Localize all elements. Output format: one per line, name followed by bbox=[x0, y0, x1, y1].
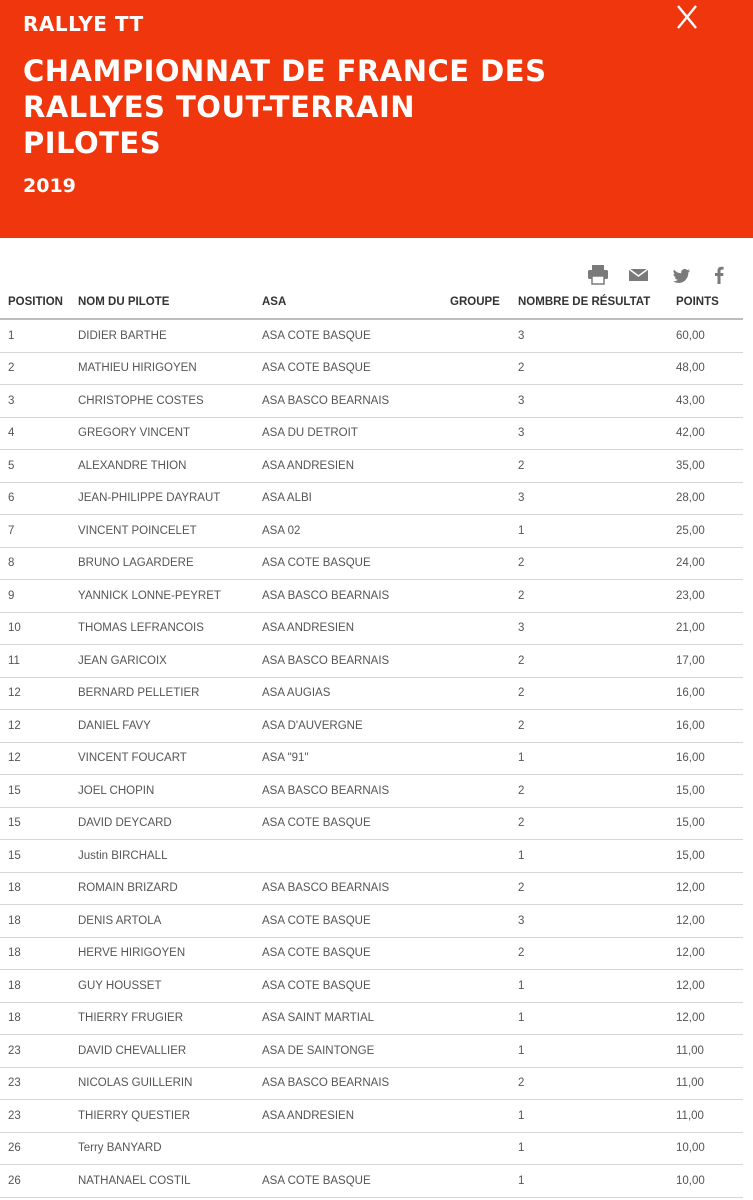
cell-result-count: 2 bbox=[518, 872, 676, 905]
cell-driver-name: BRUNO LAGARDERE bbox=[78, 547, 262, 580]
cell-position: 23 bbox=[0, 1067, 78, 1100]
cell-points: 28,00 bbox=[676, 482, 743, 515]
season-year: 2019 bbox=[23, 175, 76, 197]
cell-position: 15 bbox=[0, 807, 78, 840]
cell-asa: ASA COTE BASQUE bbox=[262, 807, 450, 840]
cell-group bbox=[450, 515, 518, 548]
cell-asa: ASA DE SAINTONGE bbox=[262, 1035, 450, 1068]
cell-driver-name: BERNARD PELLETIER bbox=[78, 677, 262, 710]
cell-asa: ASA COTE BASQUE bbox=[262, 547, 450, 580]
facebook-share-button[interactable] bbox=[706, 262, 732, 288]
cell-position: 15 bbox=[0, 775, 78, 808]
cell-asa: ASA BASCO BEARNAIS bbox=[262, 385, 450, 418]
cell-driver-name: JEAN GARICOIX bbox=[78, 645, 262, 678]
cell-group bbox=[450, 547, 518, 580]
cell-points: 35,00 bbox=[676, 450, 743, 483]
cell-result-count: 2 bbox=[518, 450, 676, 483]
cell-points: 16,00 bbox=[676, 710, 743, 743]
table-row bbox=[0, 319, 743, 352]
table-row bbox=[0, 645, 743, 678]
cell-group bbox=[450, 937, 518, 970]
cell-driver-name: HERVE HIRIGOYEN bbox=[78, 937, 262, 970]
cell-driver-name: YANNICK LONNE-PEYRET bbox=[78, 580, 262, 613]
cell-points: 10,00 bbox=[676, 1132, 743, 1165]
cell-asa bbox=[262, 1132, 450, 1165]
cell-position: 7 bbox=[0, 515, 78, 548]
cell-group bbox=[450, 840, 518, 873]
cell-group bbox=[450, 775, 518, 808]
cell-position: 15 bbox=[0, 840, 78, 873]
cell-result-count: 1 bbox=[518, 840, 676, 873]
cell-result-count: 2 bbox=[518, 1067, 676, 1100]
cell-result-count: 2 bbox=[518, 580, 676, 613]
cell-result-count: 3 bbox=[518, 612, 676, 645]
cell-position: 6 bbox=[0, 482, 78, 515]
table-row bbox=[0, 905, 743, 938]
table-row bbox=[0, 1067, 743, 1100]
cell-group bbox=[450, 612, 518, 645]
table-row bbox=[0, 1165, 743, 1198]
cell-result-count: 2 bbox=[518, 645, 676, 678]
table-row bbox=[0, 1100, 743, 1133]
cell-position: 12 bbox=[0, 742, 78, 775]
cell-points: 24,00 bbox=[676, 547, 743, 580]
table-row bbox=[0, 807, 743, 840]
cell-driver-name: ALEXANDRE THION bbox=[78, 450, 262, 483]
cell-points: 25,00 bbox=[676, 515, 743, 548]
cell-group bbox=[450, 352, 518, 385]
table-row bbox=[0, 710, 743, 743]
cell-group bbox=[450, 580, 518, 613]
cell-result-count: 3 bbox=[518, 905, 676, 938]
cell-group bbox=[450, 1165, 518, 1198]
cell-points: 16,00 bbox=[676, 742, 743, 775]
col-header-points[interactable]: POINTS bbox=[676, 286, 743, 319]
cell-group bbox=[450, 742, 518, 775]
cell-position: 11 bbox=[0, 645, 78, 678]
cell-asa: ASA BASCO BEARNAIS bbox=[262, 872, 450, 905]
cell-group bbox=[450, 872, 518, 905]
page-title: CHAMPIONNAT DE FRANCE DES RALLYES TOUT-TERRAIN PILOTES bbox=[23, 54, 547, 160]
cell-driver-name: JEAN-PHILIPPE DAYRAUT bbox=[78, 482, 262, 515]
cell-position: 26 bbox=[0, 1165, 78, 1198]
col-header-group[interactable]: GROUPE bbox=[450, 286, 518, 319]
table-row bbox=[0, 580, 743, 613]
cell-group bbox=[450, 905, 518, 938]
twitter-icon bbox=[668, 262, 694, 288]
print-button[interactable] bbox=[585, 262, 611, 288]
cell-points: 12,00 bbox=[676, 937, 743, 970]
table-row bbox=[0, 937, 743, 970]
cell-asa: ASA SAINT MARTIAL bbox=[262, 1002, 450, 1035]
table-row bbox=[0, 872, 743, 905]
email-button[interactable] bbox=[626, 262, 652, 288]
table-row bbox=[0, 612, 743, 645]
cell-driver-name: THIERRY FRUGIER bbox=[78, 1002, 262, 1035]
cell-position: 1 bbox=[0, 319, 78, 352]
cell-result-count: 1 bbox=[518, 742, 676, 775]
cell-result-count: 1 bbox=[518, 1165, 676, 1198]
table-row bbox=[0, 970, 743, 1003]
cell-group bbox=[450, 1067, 518, 1100]
cell-result-count: 2 bbox=[518, 937, 676, 970]
cell-result-count: 2 bbox=[518, 547, 676, 580]
cell-group bbox=[450, 1002, 518, 1035]
cell-driver-name: NICOLAS GUILLERIN bbox=[78, 1067, 262, 1100]
cell-result-count: 1 bbox=[518, 970, 676, 1003]
cell-group bbox=[450, 677, 518, 710]
cell-position: 5 bbox=[0, 450, 78, 483]
cell-group bbox=[450, 417, 518, 450]
table-row bbox=[0, 775, 743, 808]
cell-asa: ASA COTE BASQUE bbox=[262, 937, 450, 970]
cell-driver-name: ROMAIN BRIZARD bbox=[78, 872, 262, 905]
cell-driver-name: DAVID CHEVALLIER bbox=[78, 1035, 262, 1068]
print-icon bbox=[585, 262, 611, 288]
cell-asa: ASA ALBI bbox=[262, 482, 450, 515]
table-row bbox=[0, 482, 743, 515]
table-row bbox=[0, 1035, 743, 1068]
cell-result-count: 3 bbox=[518, 482, 676, 515]
cell-asa: ASA BASCO BEARNAIS bbox=[262, 580, 450, 613]
cell-group bbox=[450, 319, 518, 352]
cell-result-count: 1 bbox=[518, 1100, 676, 1133]
cell-position: 18 bbox=[0, 905, 78, 938]
cell-points: 15,00 bbox=[676, 775, 743, 808]
table-row bbox=[0, 450, 743, 483]
table-row bbox=[0, 417, 743, 450]
cell-points: 11,00 bbox=[676, 1100, 743, 1133]
cell-driver-name: MATHIEU HIRIGOYEN bbox=[78, 352, 262, 385]
cell-position: 4 bbox=[0, 417, 78, 450]
table-row bbox=[0, 385, 743, 418]
table-row bbox=[0, 352, 743, 385]
cell-position: 18 bbox=[0, 872, 78, 905]
cell-points: 21,00 bbox=[676, 612, 743, 645]
cell-driver-name: VINCENT FOUCART bbox=[78, 742, 262, 775]
cell-asa: ASA COTE BASQUE bbox=[262, 970, 450, 1003]
cell-position: 23 bbox=[0, 1035, 78, 1068]
cell-group bbox=[450, 807, 518, 840]
cell-points: 48,00 bbox=[676, 352, 743, 385]
cell-asa: ASA "91" bbox=[262, 742, 450, 775]
cell-group bbox=[450, 450, 518, 483]
cell-asa: ASA COTE BASQUE bbox=[262, 352, 450, 385]
table-row bbox=[0, 840, 743, 873]
table-row bbox=[0, 677, 743, 710]
cell-group bbox=[450, 482, 518, 515]
cell-position: 18 bbox=[0, 937, 78, 970]
cell-group bbox=[450, 385, 518, 418]
cell-result-count: 3 bbox=[518, 319, 676, 352]
cell-result-count: 2 bbox=[518, 710, 676, 743]
cell-driver-name: CHRISTOPHE COSTES bbox=[78, 385, 262, 418]
cell-asa: ASA ANDRESIEN bbox=[262, 1100, 450, 1133]
cell-points: 15,00 bbox=[676, 807, 743, 840]
table-row bbox=[0, 1002, 743, 1035]
facebook-icon bbox=[706, 262, 732, 288]
cell-position: 10 bbox=[0, 612, 78, 645]
cell-result-count: 2 bbox=[518, 352, 676, 385]
cell-position: 23 bbox=[0, 1100, 78, 1133]
cell-driver-name: DIDIER BARTHE bbox=[78, 319, 262, 352]
section-kicker: RALLYE TT bbox=[23, 12, 144, 36]
cell-asa: ASA D'AUVERGNE bbox=[262, 710, 450, 743]
cell-points: 17,00 bbox=[676, 645, 743, 678]
cell-asa: ASA AUGIAS bbox=[262, 677, 450, 710]
cell-position: 2 bbox=[0, 352, 78, 385]
col-header-driver-name[interactable]: NOM DU PILOTE bbox=[78, 286, 262, 319]
cell-driver-name: NATHANAEL COSTIL bbox=[78, 1165, 262, 1198]
cell-result-count: 3 bbox=[518, 385, 676, 418]
mail-icon bbox=[626, 262, 652, 288]
cell-driver-name: DENIS ARTOLA bbox=[78, 905, 262, 938]
cell-points: 12,00 bbox=[676, 970, 743, 1003]
cell-driver-name: GREGORY VINCENT bbox=[78, 417, 262, 450]
cell-result-count: 1 bbox=[518, 1035, 676, 1068]
cell-group bbox=[450, 645, 518, 678]
cell-position: 8 bbox=[0, 547, 78, 580]
cell-points: 15,00 bbox=[676, 840, 743, 873]
twitter-share-button[interactable] bbox=[668, 262, 694, 288]
cell-points: 42,00 bbox=[676, 417, 743, 450]
cell-position: 9 bbox=[0, 580, 78, 613]
cell-driver-name: THIERRY QUESTIER bbox=[78, 1100, 262, 1133]
cell-points: 11,00 bbox=[676, 1035, 743, 1068]
cell-asa: ASA 02 bbox=[262, 515, 450, 548]
table-row bbox=[0, 547, 743, 580]
cell-asa: ASA BASCO BEARNAIS bbox=[262, 645, 450, 678]
share-toolbar bbox=[580, 262, 730, 288]
cell-group bbox=[450, 1132, 518, 1165]
col-header-result-count[interactable]: NOMBRE DE RÉSULTAT bbox=[518, 286, 676, 319]
cell-position: 3 bbox=[0, 385, 78, 418]
cell-driver-name: Terry BANYARD bbox=[78, 1132, 262, 1165]
cell-asa: ASA BASCO BEARNAIS bbox=[262, 1067, 450, 1100]
cell-points: 12,00 bbox=[676, 905, 743, 938]
cell-position: 18 bbox=[0, 970, 78, 1003]
cell-asa: ASA ANDRESIEN bbox=[262, 450, 450, 483]
col-header-position[interactable]: POSITION bbox=[0, 286, 78, 319]
cell-asa: ASA DU DETROIT bbox=[262, 417, 450, 450]
cell-asa: ASA BASCO BEARNAIS bbox=[262, 775, 450, 808]
header-banner bbox=[0, 0, 753, 238]
cell-driver-name: DANIEL FAVY bbox=[78, 710, 262, 743]
cell-group bbox=[450, 710, 518, 743]
cell-position: 18 bbox=[0, 1002, 78, 1035]
cell-asa: ASA COTE BASQUE bbox=[262, 1165, 450, 1198]
cell-group bbox=[450, 970, 518, 1003]
cell-result-count: 1 bbox=[518, 1132, 676, 1165]
cell-points: 11,00 bbox=[676, 1067, 743, 1100]
cell-result-count: 1 bbox=[518, 515, 676, 548]
cell-points: 16,00 bbox=[676, 677, 743, 710]
cell-points: 12,00 bbox=[676, 1002, 743, 1035]
close-button[interactable] bbox=[672, 2, 702, 32]
cell-driver-name: VINCENT POINCELET bbox=[78, 515, 262, 548]
table-row bbox=[0, 1132, 743, 1165]
col-header-asa[interactable]: ASA bbox=[262, 286, 450, 319]
cell-points: 23,00 bbox=[676, 580, 743, 613]
close-x-icon bbox=[672, 2, 702, 32]
cell-group bbox=[450, 1035, 518, 1068]
cell-points: 10,00 bbox=[676, 1165, 743, 1198]
cell-group bbox=[450, 1100, 518, 1133]
cell-result-count: 2 bbox=[518, 807, 676, 840]
table-row bbox=[0, 515, 743, 548]
cell-result-count: 1 bbox=[518, 1002, 676, 1035]
cell-asa: ASA COTE BASQUE bbox=[262, 905, 450, 938]
standings-table bbox=[0, 286, 743, 1198]
cell-result-count: 2 bbox=[518, 775, 676, 808]
cell-result-count: 3 bbox=[518, 417, 676, 450]
table-header-row bbox=[0, 286, 743, 319]
cell-driver-name: DAVID DEYCARD bbox=[78, 807, 262, 840]
cell-position: 12 bbox=[0, 710, 78, 743]
cell-driver-name: Justin BIRCHALL bbox=[78, 840, 262, 873]
cell-driver-name: THOMAS LEFRANCOIS bbox=[78, 612, 262, 645]
cell-asa: ASA COTE BASQUE bbox=[262, 319, 450, 352]
cell-driver-name: JOEL CHOPIN bbox=[78, 775, 262, 808]
cell-asa: ASA ANDRESIEN bbox=[262, 612, 450, 645]
cell-position: 26 bbox=[0, 1132, 78, 1165]
cell-points: 12,00 bbox=[676, 872, 743, 905]
cell-result-count: 2 bbox=[518, 677, 676, 710]
cell-asa bbox=[262, 840, 450, 873]
cell-position: 12 bbox=[0, 677, 78, 710]
cell-driver-name: GUY HOUSSET bbox=[78, 970, 262, 1003]
cell-points: 43,00 bbox=[676, 385, 743, 418]
table-row bbox=[0, 742, 743, 775]
cell-points: 60,00 bbox=[676, 319, 743, 352]
